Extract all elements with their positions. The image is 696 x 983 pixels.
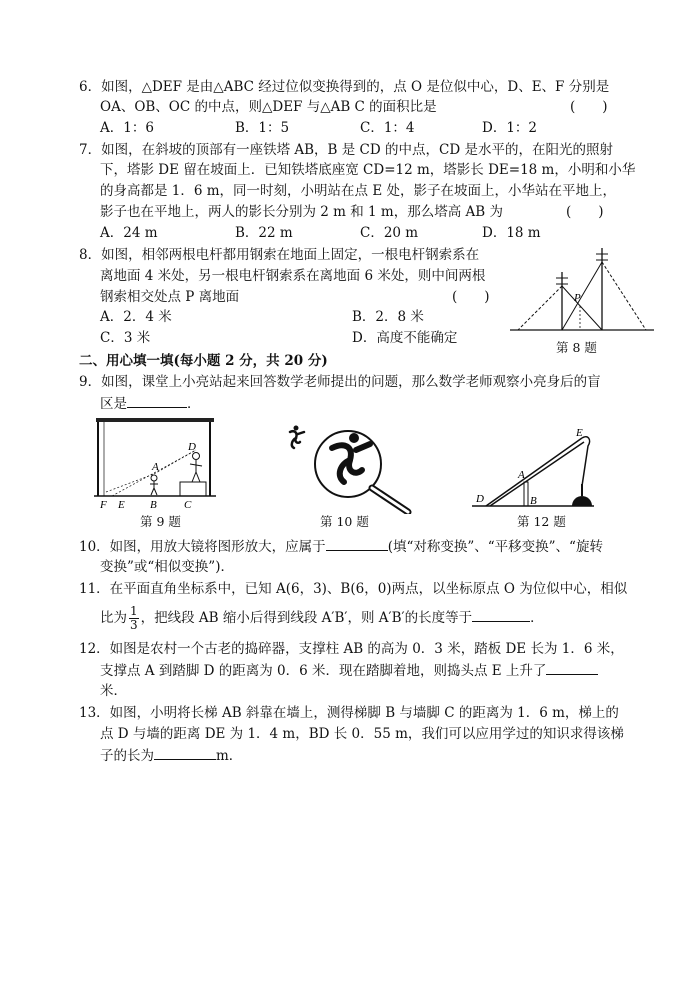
figure-9-caption: 第 9 题 [140,514,181,529]
q12-line-2 [100,660,598,681]
figure-12-label-a: A [518,469,525,481]
figure-9-label-b: B [150,499,157,511]
q8-line-2: 离地面 4 米处，另一根电杆钢索系在离地面 6 米处，则中间两根 [100,268,486,284]
q8-option-a: A．2．4 米 [100,309,172,325]
q9-answer-blank[interactable] [127,393,187,408]
q12-answer-blank[interactable] [546,660,598,675]
q10-line-1-text: 10．如图，用放大镜将图形放大，应属于 [79,539,326,555]
figure-10-magnifier [282,418,416,514]
q7-line-4: 影子也在平地上，两人的影长分别为 2 m 和 1 m，那么塔高 AB 为 [100,204,503,220]
figure-8-label-p: P [574,292,581,304]
figure-8-caption: 第 8 题 [556,340,597,355]
section-2-heading: 二、用心填一填(每小题 2 分，共 20 分) [79,353,328,369]
q7-option-a: A．24 m [100,225,158,241]
q11-fraction-denominator: 3 [130,618,138,632]
figure-8-power-poles [508,238,658,334]
figure-9-label-c: C [184,499,192,511]
q13-line-3-end: m． [216,748,243,764]
q8-line-3: 钢索相交处点 P 离地面 [100,289,240,305]
figure-9-label-e: E [118,499,125,511]
q8-option-c: C．3 米 [100,330,151,346]
q9-line-2 [100,393,201,414]
q6-option-a: A．1：6 [100,120,154,136]
q13-line-1: 13．如图，小明将长梯 AB 斜靠在墙上，测得梯脚 B 与墙脚 C 的距离为 1．6 m，梯上的 [79,705,619,721]
q8-option-b: B．2．8 米 [352,309,424,325]
q11-line-2 [100,604,544,632]
q8-option-d: D．高度不能确定 [352,330,458,346]
q9-line-2-text: 区是 [100,396,127,412]
q6-line-1: 6．如图，△DEF 是由△ABC 经过位似变换得到的，点 O 是位似中心，D、E、F 分别是 [79,79,610,95]
q7-line-1: 7．如图，在斜坡的顶部有一座铁塔 AB，B 是 CD 的中点，CD 是水平的，在阳光的照射 [79,142,613,158]
q7-option-d: D．18 m [482,225,541,241]
figure-12-label-e: E [576,427,583,439]
q13-line-3 [100,745,242,766]
q8-line-1: 8．如图，相邻两根电杆都用钢索在地面上固定，一根电杆钢索系在 [79,247,480,263]
q13-answer-blank[interactable] [154,745,216,760]
q11-line-2-rest: ，把线段 AB 缩小后得到线段 A′B′，则 A′B′的长度等于 [140,610,473,626]
q6-option-d: D．1：2 [482,120,538,136]
q13-line-2: 点 D 与墙的距离 DE 为 1．4 m，BD 长 0．55 m，我们可以应用学过的知识求得该梯 [100,726,624,742]
q6-option-b: B．1：5 [235,120,290,136]
figure-12-label-d: D [476,493,484,505]
figure-12-label-b: B [530,495,537,507]
q10-line-2: 变换”或“相似变换”)． [100,559,234,575]
figure-9-label-f: F [100,499,107,511]
q6-line-2: OA、OB、OC 的中点，则△DEF 与△AB C 的面积比是 [100,99,437,115]
q10-line-1-rest: (填“对称变换”、“平移变换”、“旋转 [387,539,603,555]
q12-line-1: 12．如图是农村一个古老的捣碎器，支撑柱 AB 的高为 0．3 米，踏板 DE 长为 1．6 米， [79,641,624,657]
q11-fraction [129,605,139,632]
figure-9-label-d: D [188,441,196,453]
q7-option-b: B．22 m [235,225,293,241]
q11-line-2-text: 比为 [100,610,127,626]
figure-9-classroom [92,416,220,512]
q11-line-2-end: ． [530,610,544,626]
q10-answer-blank[interactable] [326,536,388,551]
q8-answer-paren: ( ) [452,289,490,305]
q13-line-3-text: 子的长为 [100,748,154,764]
q12-line-3: 米． [100,683,127,699]
q11-line-1: 11．在平面直角坐标系中，已知 A(6，3)、B(6，0)两点，以坐标原点 O 为位似中心，相似 [79,581,628,597]
figure-9-label-a: A [152,461,159,473]
figure-12-caption: 第 12 题 [517,514,566,529]
q11-answer-blank[interactable] [472,607,530,622]
q6-answer-paren: ( ) [570,99,608,115]
q12-line-2-text: 支撑点 A 到踏脚 D 的距离为 0．6 米．现在踏脚着地，则捣头点 E 上升了 [100,663,547,679]
q7-line-3: 的身高都是 1．6 m，同一时刻，小明站在点 E 处，影子在坡面上，小华站在平地上， [100,183,616,199]
q7-answer-paren: ( ) [566,204,604,220]
figure-12-pounder [470,426,598,512]
q11-fraction-numerator: 1 [130,604,138,618]
q7-line-2: 下，塔影 DE 留在坡面上．已知铁塔底座宽 CD=12 m，塔影长 DE=18 m，小明和小华 [100,162,636,178]
q10-line-1 [79,536,603,557]
figure-10-caption: 第 10 题 [320,514,369,529]
q6-option-c: C．1：4 [360,120,415,136]
q9-line-2-end: ． [187,396,201,412]
q9-line-1: 9．如图，课堂上小亮站起来回答数学老师提出的问题，那么数学老师观察小亮身后的盲 [79,374,601,390]
q7-option-c: C．20 m [360,225,419,241]
